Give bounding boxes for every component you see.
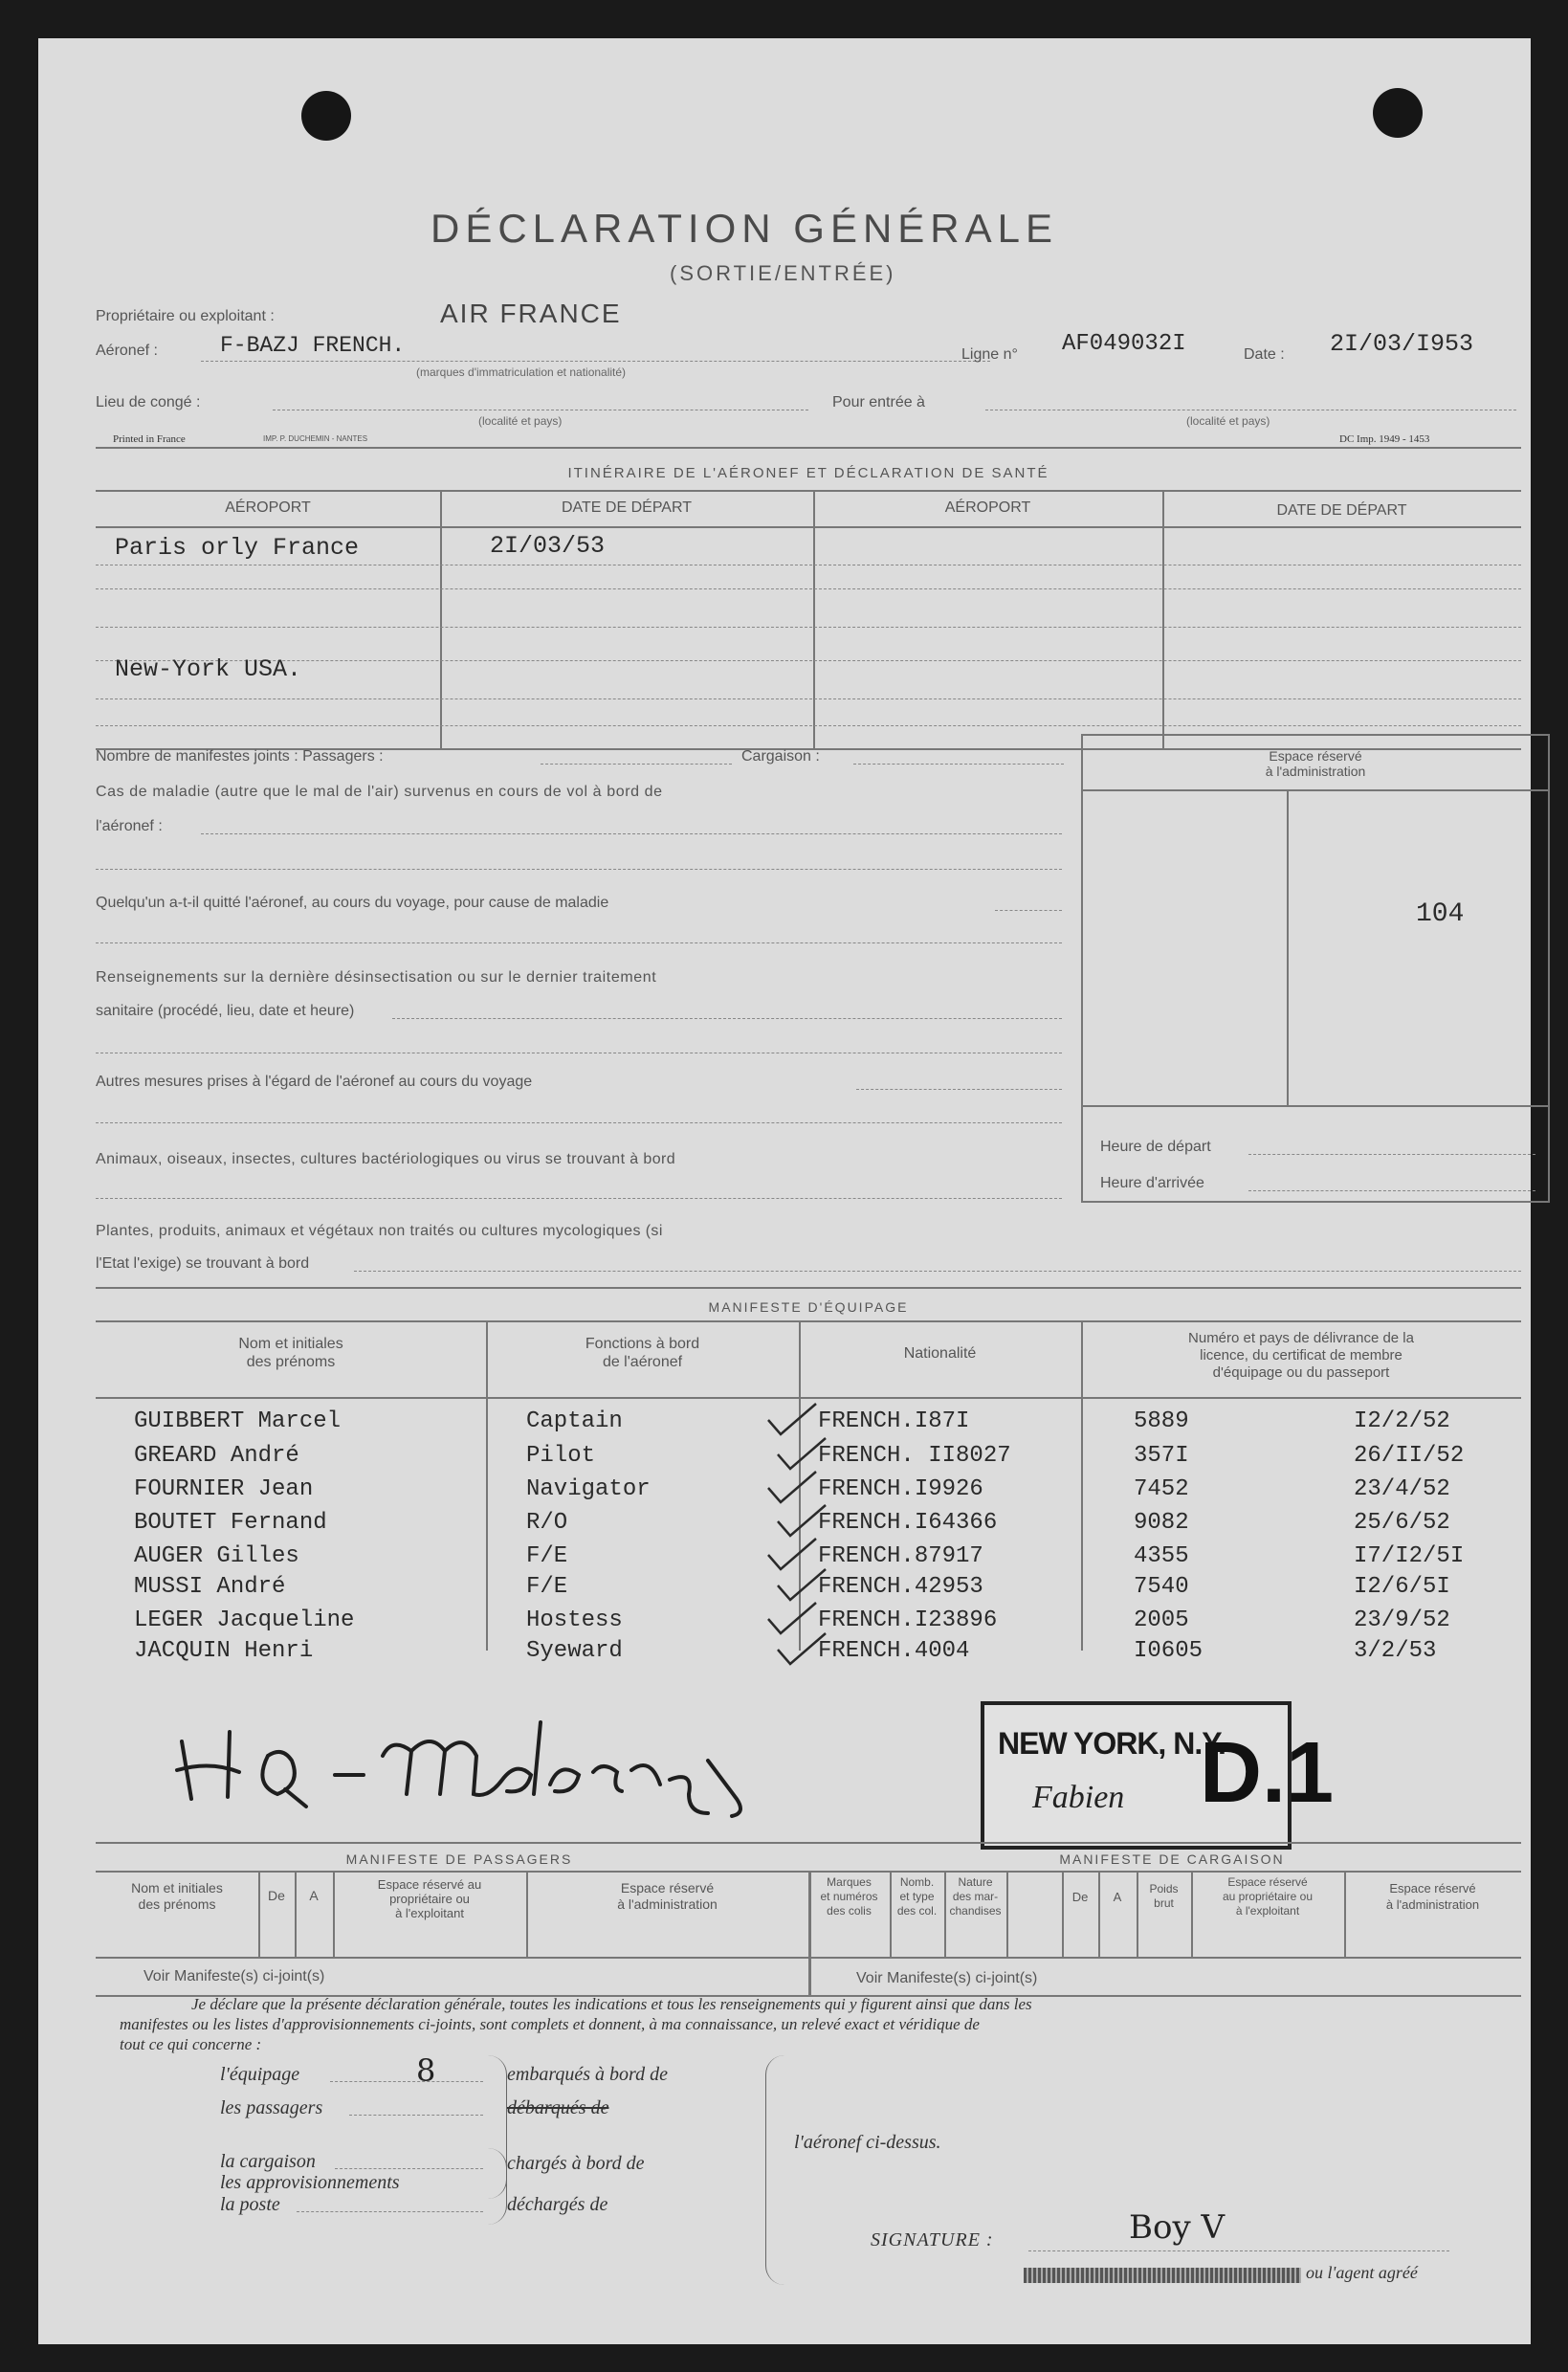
departure-time-label: Heure de départ bbox=[1100, 1139, 1211, 1155]
punch-hole bbox=[301, 91, 351, 141]
crew-heading: MANIFESTE D'ÉQUIPAGE bbox=[708, 1299, 909, 1315]
crew-col-licence: Numéro et pays de délivrance de la licence, du certificat de membre d'équipage ou du passeport bbox=[1188, 1330, 1414, 1381]
locality-note-left: (localité et pays) bbox=[478, 414, 563, 428]
crew-name: JACQUIN Henri bbox=[134, 1638, 314, 1664]
aircraft-above-label: l'aéronef ci-dessus. bbox=[794, 2132, 941, 2153]
disinfection-label-1: Renseignements sur la dernière désinsectisation ou sur le dernier traitement bbox=[96, 969, 657, 986]
crew-name: FOURNIER Jean bbox=[134, 1476, 314, 1502]
declaration-sheet bbox=[38, 38, 1531, 2344]
left-aircraft-label: Quelqu'un a-t-il quitté l'aéronef, au cours du voyage, pour cause de maladie bbox=[96, 895, 609, 911]
crew-nationality: FRENCH.I87I bbox=[818, 1408, 970, 1434]
crew-licence-number: 4355 bbox=[1134, 1543, 1189, 1569]
pax-col-from: De bbox=[268, 1888, 285, 1903]
crew-signature bbox=[172, 1703, 804, 1818]
illness-label-1: Cas de maladie (autre que le mal de l'air) survenus en cours de vol à bord de bbox=[96, 784, 663, 800]
date-label: Date : bbox=[1244, 346, 1285, 363]
crew-licence-number: 7540 bbox=[1134, 1574, 1189, 1600]
cargo-see-manifest: Voir Manifeste(s) ci-joint(s) bbox=[856, 1970, 1038, 1986]
printed-right: DC Imp. 1949 - 1453 bbox=[1339, 433, 1430, 445]
itinerary-date-1: 2I/03/53 bbox=[490, 532, 606, 560]
crew-licence-number: I0605 bbox=[1134, 1638, 1204, 1664]
crew-name: BOUTET Fernand bbox=[134, 1510, 327, 1536]
crew-function: Navigator bbox=[526, 1476, 651, 1502]
crew-name: GUIBBERT Marcel bbox=[134, 1408, 342, 1434]
punch-hole bbox=[1373, 88, 1423, 138]
stamp-city: NEW YORK, N.Y. bbox=[998, 1726, 1226, 1761]
cargo-col-marks: Marques et numéros des colis bbox=[820, 1875, 878, 1918]
crew-function: Syeward bbox=[526, 1638, 623, 1664]
col-date-2: DATE DE DÉPART bbox=[1276, 502, 1407, 519]
crew-col-nationality: Nationalité bbox=[903, 1345, 977, 1362]
declaration-text-2: manifestes ou les listes d'approvisionnements ci-joints, sont complets et donnent, à ma connaissance, un relevé exact et véridique de bbox=[120, 2015, 980, 2033]
admin-box-title-1: Espace réservé bbox=[1269, 748, 1362, 764]
plants-label-2: l'Etat l'exige) se trouvant à bord bbox=[96, 1255, 310, 1272]
aircraft-label: Aéronef : bbox=[96, 343, 158, 359]
embarked-label: embarqués à bord de bbox=[507, 2064, 668, 2085]
pax-see-manifest: Voir Manifeste(s) ci-joint(s) bbox=[144, 1968, 325, 1984]
passengers-count-label: les passagers bbox=[220, 2097, 323, 2118]
stamp-initials: Fabien bbox=[1032, 1780, 1125, 1815]
aircraft-note: (marques d'immatriculation et nationalité) bbox=[416, 366, 627, 379]
crew-nationality: FRENCH.I23896 bbox=[818, 1607, 998, 1633]
pax-col-owner: Espace réservé au propriétaire ou à l'exploitant bbox=[377, 1877, 482, 1920]
pax-col-admin: Espace réservé à l'administration bbox=[617, 1880, 718, 1912]
crew-licence-date: 23/9/52 bbox=[1354, 1607, 1450, 1633]
crew-function: Captain bbox=[526, 1408, 623, 1434]
declaration-text-1: Je déclare que la présente déclaration générale, toutes les indications et tous les renseignements qui y figurent ainsi que dans les bbox=[191, 1995, 1032, 2013]
crew-name: LEGER Jacqueline bbox=[134, 1607, 355, 1633]
cargo-col-nature: Nature des mar- chandises bbox=[949, 1875, 1002, 1918]
crew-name: AUGER Gilles bbox=[134, 1543, 299, 1569]
crew-nationality: FRENCH. II8027 bbox=[818, 1443, 1011, 1469]
crew-licence-date: I7/I2/5I bbox=[1354, 1543, 1465, 1569]
crew-function: Hostess bbox=[526, 1607, 623, 1633]
stamp-code: D.1 bbox=[1200, 1725, 1335, 1821]
cargo-col-from: De bbox=[1071, 1890, 1089, 1904]
crew-licence-number: 7452 bbox=[1134, 1476, 1189, 1502]
cargo-col-owner: Espace réservé au propriétaire ou à l'exploitant bbox=[1222, 1875, 1314, 1918]
crew-licence-number: 9082 bbox=[1134, 1510, 1189, 1536]
struck-text bbox=[1024, 2268, 1301, 2283]
aircraft-value: F-BAZJ FRENCH. bbox=[220, 333, 406, 358]
crew-nationality: FRENCH.4004 bbox=[818, 1638, 970, 1664]
disinfection-label-2: sanitaire (procédé, lieu, date et heure) bbox=[96, 1003, 355, 1019]
mail-decl-label: la poste bbox=[220, 2194, 280, 2215]
date-value: 2I/03/I953 bbox=[1330, 330, 1474, 358]
crew-licence-number: 357I bbox=[1134, 1443, 1189, 1469]
col-airport-2: AÉROPORT bbox=[944, 499, 1031, 516]
check-mark-icon bbox=[773, 1630, 830, 1669]
crew-licence-date: 23/4/52 bbox=[1354, 1476, 1450, 1502]
declaration-text-3: tout ce qui concerne : bbox=[120, 2035, 262, 2053]
crew-nationality: FRENCH.87917 bbox=[818, 1543, 983, 1569]
crew-nationality: FRENCH.I64366 bbox=[818, 1510, 998, 1536]
illness-label-2: l'aéronef : bbox=[96, 818, 163, 834]
crew-function: F/E bbox=[526, 1543, 568, 1569]
cargo-col-count: Nomb. et type des col. bbox=[896, 1875, 938, 1918]
unloaded-label: déchargés de bbox=[507, 2194, 608, 2215]
crew-col-function: Fonctions à bord de l'aéronef bbox=[585, 1336, 700, 1370]
check-mark-icon bbox=[773, 1502, 830, 1541]
col-date-1: DATE DE DÉPART bbox=[561, 499, 693, 516]
check-mark-icon bbox=[773, 1435, 830, 1474]
signature-value: Boy V bbox=[1129, 2208, 1226, 2247]
cargo-col-admin: Espace réservé à l'administration bbox=[1385, 1881, 1480, 1912]
admin-box bbox=[1081, 734, 1550, 1203]
printer: IMP. P. DUCHEMIN - NANTES bbox=[263, 434, 368, 443]
owner-value: AIR FRANCE bbox=[440, 299, 622, 328]
signature-label: SIGNATURE : bbox=[871, 2229, 994, 2250]
entry-label: Pour entrée à bbox=[832, 394, 925, 410]
crew-licence-date: 26/II/52 bbox=[1354, 1443, 1465, 1469]
crew-nationality: FRENCH.I9926 bbox=[818, 1476, 983, 1502]
admin-number: 104 bbox=[1416, 899, 1465, 929]
passengers-heading: MANIFESTE DE PASSAGERS bbox=[345, 1851, 573, 1867]
crew-function: Pilot bbox=[526, 1443, 596, 1469]
cargo-col-to: A bbox=[1113, 1890, 1122, 1904]
line-label: Ligne n° bbox=[961, 346, 1018, 363]
cargo-col-weight: Poids brut bbox=[1149, 1882, 1179, 1910]
page-subtitle: (SORTIE/ENTRÉE) bbox=[670, 261, 896, 285]
manifests-label: Nombre de manifestes joints : Passagers : bbox=[96, 748, 384, 765]
cargo-decl-label: la cargaison bbox=[220, 2151, 316, 2172]
admin-box-title-2: à l'administration bbox=[1265, 764, 1366, 779]
crew-licence-date: 25/6/52 bbox=[1354, 1510, 1450, 1536]
check-mark-icon bbox=[763, 1401, 821, 1439]
crew-licence-date: I2/6/5I bbox=[1354, 1574, 1450, 1600]
crew-count-label: l'équipage bbox=[220, 2064, 300, 2085]
owner-label: Propriétaire ou exploitant : bbox=[96, 308, 275, 324]
loaded-label: chargés à bord de bbox=[507, 2153, 645, 2174]
page-title: DÉCLARATION GÉNÉRALE bbox=[431, 206, 1059, 251]
entry-stamp bbox=[981, 1701, 1335, 1850]
locality-note-right: (localité et pays) bbox=[1186, 414, 1270, 428]
crew-count-value: 8 bbox=[416, 2052, 436, 2089]
itinerary-heading: ITINÉRAIRE DE L'AÉRONEF ET DÉCLARATION DE SANTÉ bbox=[567, 465, 1049, 481]
other-measures-label: Autres mesures prises à l'égard de l'aéronef au cours du voyage bbox=[96, 1074, 533, 1090]
animals-label: Animaux, oiseaux, insectes, cultures bactériologiques ou virus se trouvant à bord bbox=[96, 1151, 676, 1167]
plants-label-1: Plantes, produits, animaux et végétaux non traités ou cultures mycologiques (si bbox=[96, 1223, 663, 1239]
crew-licence-date: 3/2/53 bbox=[1354, 1638, 1437, 1664]
crew-col-name: Nom et initiales des prénoms bbox=[238, 1336, 343, 1370]
check-mark-icon bbox=[763, 1469, 821, 1507]
col-airport-1: AÉROPORT bbox=[225, 499, 311, 516]
crew-licence-number: 5889 bbox=[1134, 1408, 1189, 1434]
crew-function: F/E bbox=[526, 1574, 568, 1600]
line-value: AF049032I bbox=[1062, 331, 1186, 357]
itinerary-airport-1: Paris orly France bbox=[115, 534, 360, 562]
crew-name: GREARD André bbox=[134, 1443, 299, 1469]
crew-function: R/O bbox=[526, 1510, 568, 1536]
supplies-decl-label: les approvisionnements bbox=[220, 2172, 400, 2193]
arrival-time-label: Heure d'arrivée bbox=[1100, 1175, 1204, 1191]
cargo-label: Cargaison : bbox=[741, 748, 820, 765]
itinerary-airport-2: New-York USA. bbox=[115, 655, 302, 683]
agent-note: ou l'agent agréé bbox=[1306, 2263, 1418, 2282]
pax-col-name: Nom et initiales des prénoms bbox=[131, 1880, 223, 1912]
check-mark-icon bbox=[773, 1566, 830, 1605]
crew-licence-date: I2/2/52 bbox=[1354, 1408, 1450, 1434]
cargo-heading: MANIFESTE DE CARGAISON bbox=[1059, 1851, 1285, 1867]
pax-col-to: A bbox=[309, 1888, 319, 1903]
disembarked-label: débarqués de bbox=[507, 2097, 609, 2118]
departure-place-label: Lieu de congé : bbox=[96, 394, 201, 410]
crew-name: MUSSI André bbox=[134, 1574, 286, 1600]
crew-nationality: FRENCH.42953 bbox=[818, 1574, 983, 1600]
crew-licence-number: 2005 bbox=[1134, 1607, 1189, 1633]
printed-left: Printed in France bbox=[113, 433, 186, 445]
